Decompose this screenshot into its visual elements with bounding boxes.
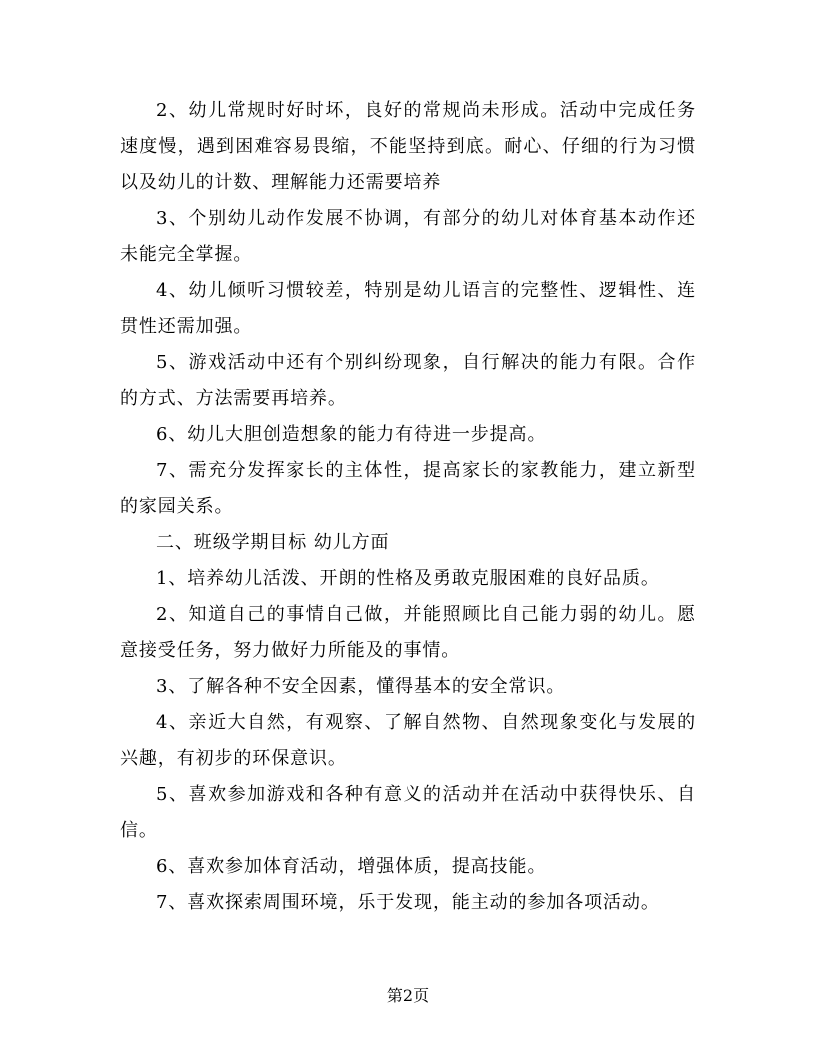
document-body <box>120 93 696 921</box>
paragraph-routine: 2、幼儿常规时好时坏，良好的常规尚未形成。活动中完成任务速度慢，遇到困难容易畏缩，不能坚持到底。耐心、仔细的行为习惯以及幼儿的计数、理解能力还需要培养 <box>120 100 696 193</box>
goal-self-care: 2、知道自己的事情自己做，并能照顾比自己能力弱的幼儿。愿意接受任务，努力做好力所能及的事情。 <box>120 604 696 661</box>
section-heading-goals: 二、班级学期目标 幼儿方面 <box>156 532 390 553</box>
paragraph-games: 5、游戏活动中还有个别纠纷现象，自行解决的能力有限。合作的方式、方法需要再培养。 <box>120 352 696 409</box>
paragraph-imagination: 6、幼儿大胆创造想象的能力有待进一步提高。 <box>156 424 547 445</box>
goal-nature: 4、亲近大自然，有观察、了解自然物、自然现象变化与发展的兴趣，有初步的环保意识。 <box>120 712 696 769</box>
goal-sports: 6、喜欢参加体育活动，增强体质，提高技能。 <box>156 856 547 877</box>
paragraph-listening: 4、幼儿倾听习惯较差，特别是幼儿语言的完整性、逻辑性、连贯性还需加强。 <box>120 280 696 337</box>
paragraph-motor: 3、个别幼儿动作发展不协调，有部分的幼儿对体育基本动作还未能完全掌握。 <box>120 208 696 265</box>
goal-character: 1、培养幼儿活泼、开朗的性格及勇敢克服困难的良好品质。 <box>156 568 660 589</box>
goal-exploration: 7、喜欢探索周围环境，乐于发现，能主动的参加各项活动。 <box>156 892 660 913</box>
paragraph-parents: 7、需充分发挥家长的主体性，提高家长的家教能力，建立新型的家园关系。 <box>120 460 696 517</box>
page-number: 第2页 <box>386 986 430 1005</box>
goal-safety: 3、了解各种不安全因素，懂得基本的安全常识。 <box>156 676 566 697</box>
goal-activities: 5、喜欢参加游戏和各种有意义的活动并在活动中获得快乐、自信。 <box>120 784 696 841</box>
